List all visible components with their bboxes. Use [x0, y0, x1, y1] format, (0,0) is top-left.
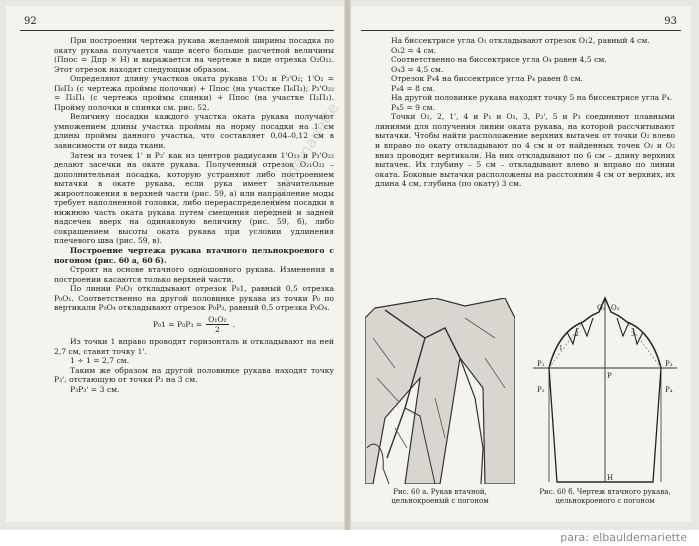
label-o2: O₂ [597, 304, 606, 312]
formula-lhs: P₀1 = P₀P₃ = [152, 320, 203, 330]
right-page-text [375, 36, 675, 189]
paragraph: По линии P₀O₁ откладывают отрезок P₀1, равный 0,5 отрезка P₀O₁. Соответственно на другой половинке рукава из точки P₀ по вертикали P₀O₄ откладывают отрезок P₀P₃, равный 0,5 отрезка P₀O₄. [54, 284, 334, 313]
paragraph: O₄3 = 4,5 см. [391, 64, 444, 74]
pattern-drawing [527, 292, 683, 488]
page-number-left: 92 [24, 16, 37, 27]
label-p1: P₁ [537, 360, 545, 368]
figures [365, 292, 683, 522]
credit-text: para: elbauldemariette [560, 531, 687, 544]
header-rule-left [20, 30, 334, 31]
paragraph: Соответственно на биссектрисе угла O₄ равен 4,5 см. [391, 55, 607, 65]
watermark: elbauldemariette [258, 99, 343, 219]
paragraph: Отрезок P₄4 на биссектрисе угла P₄ равен 8 см. [391, 74, 583, 84]
paragraph: Точки O₂, 2, 1', 4 и P₁ и O₃, 3, P₃', 5 и P₃ соединяют плавными линиями для получения линии оката рукава, на которой рассчитывают вытачки. Чтобы найти расположение верхних вытачек от точки O₂ влево и вправо по окату откладывают по 4 см и от найденных точек O₂ и O₂ вниз проводят вертикали. На них откладывают по 6 см – длину верхних вытачек. Их глубину – 5 см – откладывают влево и вправо по линии оката. Боковые вытачки расположены на расстоянии 4 см от верхних, их длина 4 см, глубина (по окату) 3 см. [375, 112, 675, 189]
label-p3: P₃ [665, 360, 673, 368]
formula [54, 315, 334, 335]
paragraph: P₃P₃' = 3 см. [70, 384, 120, 394]
paragraph: На другой половинке рукава находят точку 5 на биссектрисе угла P₄. [391, 93, 673, 103]
figure-caption-a: Рис. 60 а. Рукав втачной, цельнокроеный с погоном [391, 488, 489, 505]
sleeve-illustration [365, 298, 515, 484]
formula-tail: . [232, 320, 236, 330]
left-page [6, 6, 344, 522]
formula-denominator: 2 [214, 325, 220, 335]
label-o3: O₃ [611, 304, 620, 312]
label-p2: P₂ [537, 386, 545, 394]
paragraph: P₄5 = 9 см. [391, 102, 435, 112]
label-p4: P₄ [665, 386, 673, 394]
book-gutter [344, 0, 351, 530]
figure-caption-b: Рис. 60 б. Чертеж втачного рукава, цельнокроеного с погоном [539, 488, 671, 505]
page-number-right: 93 [664, 16, 677, 27]
paragraph: Затем из точек 1' и P₃' как из центров радиусами 1'O₂₁ и P₃'O₂₂ делают засечки на окате рукава. Полученный отрезок O₂₁O₂₂ – дополнительная посадка, которую устраняют либо построением вытачки в окате рукава, если рука имеет значительные жироотложения в верхней части (рис. 59, а) или направление моды требует наполненной головки, либо перераспределением посадки в нижнюю часть оката рукава путем смещения передней и задней надсечек вверх на одинаковую величину (рис. 59, б), либо сокращением высоты оката рукава при условии удлинения плечевого шва (рис. 59, в). [54, 150, 334, 246]
label-h: Н [607, 474, 614, 482]
paragraph: P₄4 = 8 см. [391, 83, 435, 93]
paragraph: Таким же образом на другой половинке рукава находят точку P₃', отстающую от точки P₃ на 3 см. [54, 365, 334, 385]
paragraph: Строят на основе втачного одношовного рукава. Изменения в построении касаются только верхней части. [54, 265, 334, 284]
label-2: 2 [575, 331, 579, 338]
paragraph: Величину посадки каждого участка оката рукава получают умножением длины участка проймы на норму посадки на 1 см длины проймы данного участка, что составляет 0,04–0,12 см в зависимости от вида ткани. [54, 112, 334, 151]
paragraph: При построении чертежа рукава желаемой ширины посадка по окату рукава получается чаще всего больше расчетной величины (Ппос = Дпр × Н) и выражается на чертеже в виде отрезка O₂O₂₂. Этот отрезок находят следующим образом. [54, 36, 334, 74]
paragraph: O₁2 = 4 см. [391, 45, 437, 55]
header-rule-right [361, 30, 681, 31]
left-page-text [54, 36, 334, 394]
formula-fraction [206, 315, 229, 335]
section-heading: Построение чертежа рукава втачного цельнокроеного с погоном (рис. 60 а, 60 б). [54, 246, 334, 265]
label-r: Р [607, 372, 612, 380]
paragraph: На биссектрисе угла O₁ откладывают отрезок O₁2, равный 4 см. [391, 36, 650, 45]
label-1: 1 [559, 345, 563, 352]
paragraph: 1 ÷ 1 = 2,7 см. [70, 356, 130, 366]
label-3: 3 [631, 331, 635, 338]
paragraph: Из точки 1 вправо проводят горизонталь и откладывают на ней 2,7 см, ставят точку 1'. [54, 336, 334, 356]
paragraph: Определяют длину участков оката рукава 1'O₂ и P₃'O₂; 1'O₂ = П₆П₃ (с чертежа проймы полочки) + Ппос (на участке П₆П₃); P₃'O₂₂ = П₃П₁ (с чертежа проймы спинки) + Ппос (на участке П₃П₁). Пройму полочки и спинки см. рис. 52. [54, 74, 334, 112]
formula-numerator: O₁O₂ [208, 314, 227, 324]
right-page [351, 6, 691, 522]
